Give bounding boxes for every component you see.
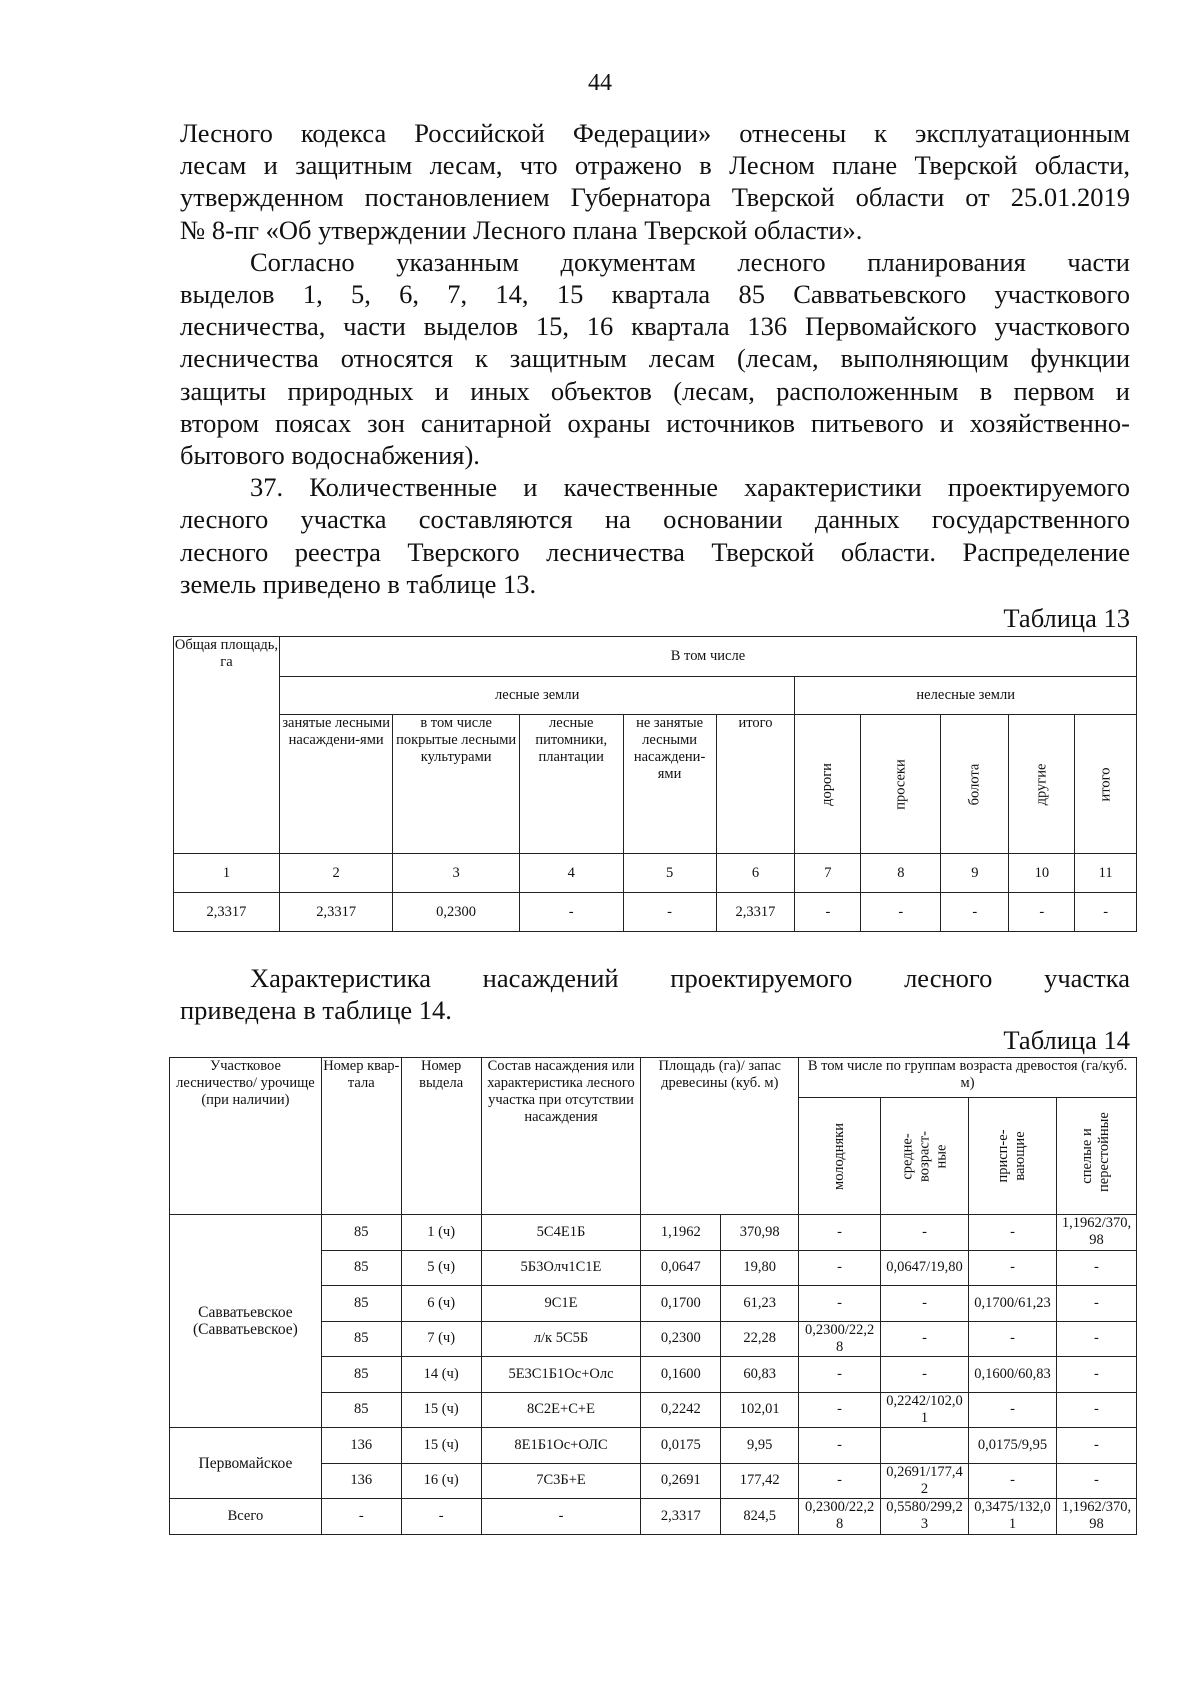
- t14-cell-mature: -: [1056, 1392, 1136, 1428]
- t14-cell-plot: 6 (ч): [401, 1286, 481, 1322]
- t14-cell-composition: л/к 5С5Б: [481, 1321, 641, 1357]
- t14-cell-middle: [881, 1428, 969, 1464]
- t14-cell-mature: 1,1962/370,98: [1056, 1215, 1136, 1251]
- paragraph-line: Согласно указанным документам лесного планирования части: [250, 246, 1130, 277]
- t14-cell-area: 0,2300: [641, 1321, 721, 1357]
- paragraph-line: лесного участка составляются на основании данных государственного: [180, 504, 1130, 535]
- t13-subheader-nonforest: [795, 715, 861, 854]
- t13-header-incl: В том числе: [279, 637, 1136, 677]
- t14-total-stock: 824,5: [721, 1499, 799, 1535]
- t13-cell: -: [795, 893, 861, 932]
- text-block-middle: [180, 962, 1130, 1026]
- t14-cell-composition: 5С4Е1Б: [481, 1215, 641, 1251]
- t13-cell: 2,3317: [279, 893, 392, 932]
- t14-cell-quarter: 136: [321, 1463, 401, 1499]
- t14-total-middle: 0,5580/299,23: [881, 1499, 969, 1535]
- t14-cell-plot: 15 (ч): [401, 1392, 481, 1428]
- t13-cell: -: [623, 893, 716, 932]
- t14-age-column-header: [799, 1098, 881, 1215]
- t13-column-number: 10: [1009, 854, 1075, 893]
- t14-total-young: 0,2300/22,28: [799, 1499, 881, 1535]
- t14-cell-stock: 102,01: [721, 1392, 799, 1428]
- t14-header-age-groups: В том числе по группам возраста древостоя (га/куб. м): [799, 1058, 1137, 1098]
- table-row: [170, 1428, 1137, 1464]
- t13-subheader-nonforest: [861, 715, 941, 854]
- t14-cell-stock: 19,80: [721, 1250, 799, 1286]
- t13-header-nonforest: нелесные земли: [795, 677, 1137, 715]
- t13-subheader-nonforest: [1009, 715, 1075, 854]
- t14-cell-middle: -: [881, 1215, 969, 1251]
- t14-cell-mature: -: [1056, 1250, 1136, 1286]
- t14-cell-young: 0,2300/22,28: [799, 1321, 881, 1357]
- paragraph-line: Характеристика насаждений проектируемого лесного участка: [250, 963, 1130, 993]
- t13-column-number: 9: [941, 854, 1009, 893]
- t13-cell: -: [941, 893, 1009, 932]
- t14-age-column-header: [1056, 1098, 1136, 1215]
- t14-cell-area: 0,0175: [641, 1428, 721, 1464]
- t14-age-column-label: спелые и перестойные: [1079, 1112, 1113, 1192]
- t14-age-column-label: молодняки: [831, 1122, 848, 1190]
- paragraph-line: выделов 1, 5, 6, 7, 14, 15 квартала 85 Савватьевского участкового: [180, 279, 1130, 310]
- t14-header-district: Участковое лесничество/ урочище (при наличии): [170, 1058, 322, 1215]
- t14-cell-ripening: -: [969, 1250, 1057, 1286]
- t13-subheader-forest: не занятые лесными насаждени-ями: [623, 715, 716, 854]
- t14-cell-composition: 5Е3С1Б1Ос+Олс: [481, 1357, 641, 1393]
- t14-cell-stock: 60,83: [721, 1357, 799, 1393]
- paragraph-line: лесничества, части выделов 15, 16 квартала 136 Первомайского участкового: [180, 311, 1130, 342]
- t14-cell-mature: -: [1056, 1463, 1136, 1499]
- t13-cell: -: [861, 893, 941, 932]
- t14-cell-middle: -: [881, 1357, 969, 1393]
- t13-column-number: 11: [1075, 854, 1137, 893]
- t14-cell-middle: -: [881, 1321, 969, 1357]
- t14-cell-young: -: [799, 1357, 881, 1393]
- table-row-total: [170, 1499, 1137, 1535]
- t14-header-area: Площадь (га)/ запас древесины (куб. м): [641, 1058, 799, 1215]
- t14-cell-mature: -: [1056, 1321, 1136, 1357]
- paragraph-line: земель приведено в таблице 13.: [180, 568, 537, 599]
- t13-column-number: 2: [279, 854, 392, 893]
- t14-cell-plot: 7 (ч): [401, 1321, 481, 1357]
- t14-cell-quarter: 85: [321, 1286, 401, 1322]
- t14-header-quarter: Номер квар-тала: [321, 1058, 401, 1215]
- t14-cell-plot: 14 (ч): [401, 1357, 481, 1393]
- t14-cell-composition: 8С2Е+С+Е: [481, 1392, 641, 1428]
- t13-cell: -: [1075, 893, 1137, 932]
- t13-subheader-forest: лесные питомники, плантации: [519, 715, 623, 854]
- t14-cell-ripening: 0,0175/9,95: [969, 1428, 1057, 1464]
- page-number: 44: [588, 70, 612, 96]
- t14-cell-ripening: -: [969, 1321, 1057, 1357]
- t13-cell: 2,3317: [174, 893, 280, 932]
- t14-cell-composition: 9С1Е: [481, 1286, 641, 1322]
- t14-cell-composition: 7С3Б+Е: [481, 1463, 641, 1499]
- t14-cell-stock: 22,28: [721, 1321, 799, 1357]
- t13-cell: -: [519, 893, 623, 932]
- t13-cell: -: [1009, 893, 1075, 932]
- t13-subheader-forest: занятые лесными насаждени-ями: [279, 715, 392, 854]
- t13-column-number: 1: [174, 854, 280, 893]
- t13-column-number: 3: [393, 854, 519, 893]
- t14-total-mature: 1,1962/370,98: [1056, 1499, 1136, 1535]
- t14-cell-ripening: -: [969, 1392, 1057, 1428]
- t14-cell-young: -: [799, 1463, 881, 1499]
- t13-column-number: 7: [795, 854, 861, 893]
- t14-cell-area: 0,2691: [641, 1463, 721, 1499]
- t14-cell-middle: -: [881, 1286, 969, 1322]
- t14-header-composition: Состав насаждения или характеристика лесного участка при отсутствии насаждения: [481, 1058, 641, 1215]
- t14-cell-composition: 5Б3Олч1С1Е: [481, 1250, 641, 1286]
- t14-cell-plot: 1 (ч): [401, 1215, 481, 1251]
- t13-subheader-nonforest-label: болота: [966, 763, 983, 805]
- t13-subheader-nonforest-label: просеки: [892, 758, 909, 810]
- paragraph-line: утвержденном постановлением Губернатора Тверской области от 25.01.2019: [180, 182, 1130, 213]
- t14-cell-quarter: 136: [321, 1428, 401, 1464]
- t14-cell-middle: 0,2691/177,42: [881, 1463, 969, 1499]
- t13-cell: 0,2300: [393, 893, 519, 932]
- t14-cell-stock: 177,42: [721, 1463, 799, 1499]
- paragraph-line: Лесного кодекса Российской Федерации» отнесены к эксплуатационным: [180, 118, 1130, 148]
- table13-caption: Таблица 13: [1003, 603, 1130, 633]
- t14-cell-middle: 0,0647/19,80: [881, 1250, 969, 1286]
- t14-total-plot: -: [401, 1499, 481, 1535]
- t14-cell-composition: 8Е1Б1Ос+ОЛС: [481, 1428, 641, 1464]
- t13-subheader-forest: в том числе покрытые лесными культурами: [393, 715, 519, 854]
- table-row: [170, 1215, 1137, 1251]
- t14-cell-ripening: -: [969, 1215, 1057, 1251]
- t14-total-label: Всего: [170, 1499, 322, 1535]
- t13-column-number: 6: [716, 854, 795, 893]
- t14-cell-stock: 9,95: [721, 1428, 799, 1464]
- text-block-top: [180, 117, 1130, 600]
- paragraph-line: втором поясах зон санитарной охраны источников питьевого и хозяйственно-: [180, 407, 1130, 438]
- paragraph-line: лесничества относятся к защитным лесам (лесам, выполняющим функции: [180, 343, 1130, 374]
- t14-district-cell: Первомайское: [170, 1428, 322, 1499]
- t13-column-number: 8: [861, 854, 941, 893]
- paragraph-line: № 8-пг «Об утверждении Лесного плана Тверской области».: [180, 214, 863, 245]
- table14-caption: Таблица 14: [1003, 1025, 1130, 1055]
- t14-cell-quarter: 85: [321, 1321, 401, 1357]
- t14-total-area: 2,3317: [641, 1499, 721, 1535]
- t14-cell-area: 1,1962: [641, 1215, 721, 1251]
- t14-total-ripening: 0,3475/132,01: [969, 1499, 1057, 1535]
- t14-cell-quarter: 85: [321, 1250, 401, 1286]
- t13-subheader-nonforest: [941, 715, 1009, 854]
- t14-cell-quarter: 85: [321, 1215, 401, 1251]
- t14-cell-stock: 61,23: [721, 1286, 799, 1322]
- t14-cell-mature: -: [1056, 1357, 1136, 1393]
- t14-cell-young: -: [799, 1428, 881, 1464]
- table-14: [169, 1057, 1137, 1535]
- t14-cell-plot: 5 (ч): [401, 1250, 481, 1286]
- t14-cell-ripening: 0,1700/61,23: [969, 1286, 1057, 1322]
- t14-cell-stock: 370,98: [721, 1215, 799, 1251]
- t14-cell-area: 0,1700: [641, 1286, 721, 1322]
- t13-subheader-forest: итого: [716, 715, 795, 854]
- t14-cell-ripening: 0,1600/60,83: [969, 1357, 1057, 1393]
- t14-cell-mature: -: [1056, 1286, 1136, 1322]
- t14-age-column-label: средне-возраст-ные: [899, 1130, 950, 1182]
- paragraph-line: лесного реестра Тверского лесничества Тверской области. Распределение: [180, 536, 1130, 567]
- t14-cell-quarter: 85: [321, 1392, 401, 1428]
- t14-header-plot: Номер выдела: [401, 1058, 481, 1215]
- t14-district-cell: Савватьевское (Савватьевское): [170, 1215, 322, 1428]
- t14-age-column-header: [969, 1098, 1057, 1215]
- t13-cell: 2,3317: [716, 893, 795, 932]
- t14-age-column-label: присп-е-вающие: [995, 1129, 1029, 1183]
- t14-cell-mature: -: [1056, 1428, 1136, 1464]
- t14-total-composition: -: [481, 1499, 641, 1535]
- t14-cell-quarter: 85: [321, 1357, 401, 1393]
- t14-cell-plot: 15 (ч): [401, 1428, 481, 1464]
- t14-cell-young: -: [799, 1392, 881, 1428]
- t13-subheader-nonforest-label: дороги: [819, 762, 836, 806]
- t13-column-number: 5: [623, 854, 716, 893]
- t14-cell-young: -: [799, 1250, 881, 1286]
- t14-cell-young: -: [799, 1286, 881, 1322]
- t14-age-column-header: [881, 1098, 969, 1215]
- t14-cell-area: 0,0647: [641, 1250, 721, 1286]
- t14-cell-middle: 0,2242/102,01: [881, 1392, 969, 1428]
- paragraph-line: бытового водоснабжения).: [180, 440, 480, 471]
- paragraph-line: лесам и защитным лесам, что отражено в Лесном плане Тверской области,: [180, 150, 1130, 181]
- t14-cell-area: 0,2242: [641, 1392, 721, 1428]
- paragraph-line: приведена в таблице 14.: [180, 995, 452, 1026]
- t13-header-forest: лесные земли: [279, 677, 795, 715]
- t14-cell-young: -: [799, 1215, 881, 1251]
- t13-header-total: Общая площадь, га: [174, 637, 280, 854]
- t13-subheader-nonforest-label: другие: [1033, 763, 1050, 805]
- t13-subheader-nonforest-label: итого: [1097, 767, 1114, 801]
- t13-subheader-nonforest: [1075, 715, 1137, 854]
- table-13: [173, 636, 1137, 932]
- t13-column-number: 4: [519, 854, 623, 893]
- t14-total-quarter: -: [321, 1499, 401, 1535]
- paragraph-line: защиты природных и иных объектов (лесам, расположенным в первом и: [180, 375, 1130, 406]
- t14-cell-plot: 16 (ч): [401, 1463, 481, 1499]
- t14-cell-area: 0,1600: [641, 1357, 721, 1393]
- paragraph-line: 37. Количественные и качественные характеристики проектируемого: [250, 472, 1130, 503]
- t14-cell-ripening: -: [969, 1463, 1057, 1499]
